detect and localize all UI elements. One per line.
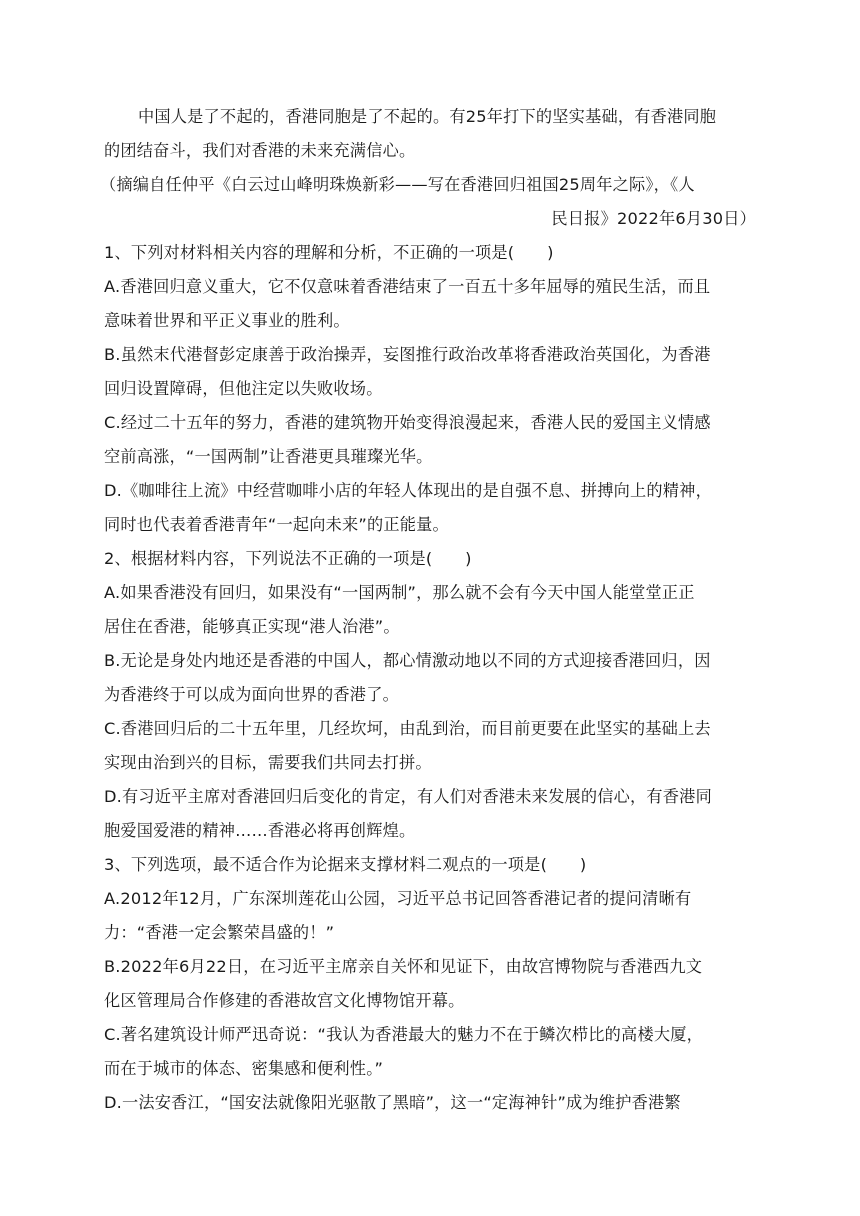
paragraph-line: 的团结奋斗，我们对香港的未来充满信心。 [104, 141, 416, 160]
option-a[interactable] [104, 270, 756, 338]
citation-line: 民日报》2022年6月30日） [551, 209, 756, 228]
option-c[interactable] [104, 406, 756, 474]
option-line: A.如果香港没有回归，如果没有“一国两制”，那么就不会有今天中国人能堂堂正正 [104, 583, 695, 602]
source-citation [100, 168, 756, 236]
option-d[interactable] [104, 780, 756, 848]
option-line: D.《咖啡往上流》中经营咖啡小店的年轻人体现出的是自强不息、拼搏向上的精神， [104, 481, 712, 500]
option-line: A.2012年12月，广东深圳莲花山公园，习近平总书记回答香港记者的提问清晰有 [104, 889, 692, 908]
question-3 [104, 848, 756, 1120]
question-2 [104, 542, 756, 848]
option-line: 居住在香港，能够真正实现“港人治港”。 [104, 617, 400, 636]
citation-line: （摘编自任仲平《白云过山峰明珠焕新彩——写在香港回归祖国25周年之际》，《人 [100, 175, 695, 194]
option-a[interactable] [104, 882, 756, 950]
option-line: 意味着世界和平正义事业的胜利。 [104, 311, 350, 330]
option-line: 为香港终于可以成为面向世界的香港了。 [104, 685, 399, 704]
option-line: B.无论是身处内地还是香港的中国人，都心情激动地以不同的方式迎接香港回归，因 [104, 651, 711, 670]
option-line: D.一法安香江，“国安法就像阳光驱散了黑暗”，这一“定海神针”成为维护香港繁 [104, 1093, 681, 1112]
option-line: 而在于城市的体态、密集感和便利性。” [104, 1059, 384, 1078]
option-b[interactable] [104, 644, 756, 712]
option-b[interactable] [104, 338, 756, 406]
option-line: B.虽然末代港督彭定康善于政治操弄，妄图推行政治改革将香港政治英国化，为香港 [104, 345, 711, 364]
option-line: B.2022年6月22日，在习近平主席亲自关怀和见证下，由故宫博物院与香港西九文 [104, 957, 703, 976]
paragraph-line: 中国人是了不起的，香港同胞是了不起的。有25年打下的坚实基础，有香港同胞 [138, 107, 717, 126]
option-c[interactable] [104, 712, 756, 780]
option-line: C.香港回归后的二十五年里，几经坎坷，由乱到治，而目前更要在此坚实的基础上去 [104, 719, 711, 738]
option-line: 化区管理局合作修建的香港故宫文化博物馆开幕。 [104, 991, 465, 1010]
option-line: A.香港回归意义重大，它不仅意味着香港结束了一百五十多年屈辱的殖民生活，而且 [104, 277, 711, 296]
option-line: 同时也代表着香港青年“一起向未来”的正能量。 [104, 515, 449, 534]
option-line: 胞爱国爱港的精神……香港必将再创辉煌。 [104, 821, 416, 840]
option-c[interactable] [104, 1018, 756, 1086]
option-line: C.经过二十五年的努力，香港的建筑物开始变得浪漫起来，香港人民的爱国主义情感 [104, 413, 711, 432]
option-d[interactable] [104, 1086, 756, 1120]
question-stem: 2、根据材料内容，下列说法不正确的一项是( ) [104, 549, 472, 568]
option-line: 空前高涨，“一国两制”让香港更具璀璨光华。 [104, 447, 433, 466]
option-line: D.有习近平主席对香港回归后变化的肯定，有人们对香港未来发展的信心，有香港同 [104, 787, 712, 806]
option-a[interactable] [104, 576, 756, 644]
closing-paragraph [104, 100, 756, 168]
question-1 [104, 236, 756, 542]
option-d[interactable] [104, 474, 756, 542]
option-line: C.著名建筑设计师严迅奇说：“我认为香港最大的魅力不在于鳞次栉比的高楼大厦， [104, 1025, 703, 1044]
document-body [100, 100, 756, 1120]
option-b[interactable] [104, 950, 756, 1018]
question-stem: 3、下列选项，最不适合作为论据来支撑材料二观点的一项是( ) [104, 855, 587, 874]
question-stem: 1、下列对材料相关内容的理解和分析，不正确的一项是( ) [104, 243, 554, 262]
option-line: 力：“香港一定会繁荣昌盛的！” [104, 923, 335, 942]
option-line: 实现由治到兴的目标，需要我们共同去打拼。 [104, 753, 432, 772]
option-line: 回归设置障碍，但他注定以失败收场。 [104, 379, 383, 398]
